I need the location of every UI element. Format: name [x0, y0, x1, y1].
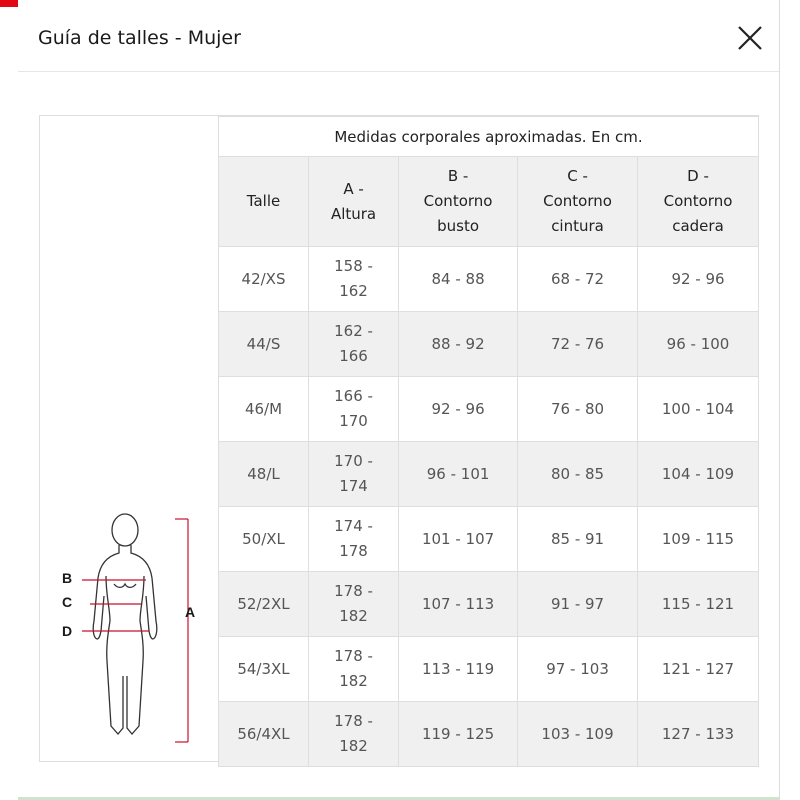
height-cell: 162 - 166	[309, 312, 399, 377]
waist-cell: 68 - 72	[518, 247, 638, 312]
waist-cell: 80 - 85	[518, 442, 638, 507]
height-cell: 174 - 178	[309, 507, 399, 572]
size-cell: 54/3XL	[219, 637, 309, 702]
bust-cell: 92 - 96	[399, 377, 518, 442]
woman-silhouette-icon	[93, 514, 157, 734]
hip-cell: 115 - 121	[638, 572, 759, 637]
height-cell: 178 - 182	[309, 572, 399, 637]
table-row	[219, 507, 759, 572]
bust-cell: 84 - 88	[399, 247, 518, 312]
body-measurement-illustration	[40, 116, 218, 761]
label-c: C	[62, 594, 73, 610]
bust-cell: 113 - 119	[399, 637, 518, 702]
size-cell: 42/XS	[219, 247, 309, 312]
header-talle: Talle	[219, 157, 309, 247]
hip-cell: 121 - 127	[638, 637, 759, 702]
waist-cell: 76 - 80	[518, 377, 638, 442]
modal-right-edge	[779, 0, 780, 800]
bust-cell: 88 - 92	[399, 312, 518, 377]
label-d: D	[62, 623, 73, 639]
height-cell: 158 - 162	[309, 247, 399, 312]
hip-cell: 96 - 100	[638, 312, 759, 377]
height-cell: 170 - 174	[309, 442, 399, 507]
size-table-container	[39, 115, 759, 762]
height-cell: 178 - 182	[309, 702, 399, 767]
hip-cell: 109 - 115	[638, 507, 759, 572]
body-figure-cell	[40, 116, 219, 761]
modal-title: Guía de talles - Mujer	[38, 27, 241, 49]
modal-header	[18, 7, 779, 72]
table-row	[219, 442, 759, 507]
table-header-row	[219, 157, 759, 247]
waist-cell: 97 - 103	[518, 637, 638, 702]
bust-cell: 119 - 125	[399, 702, 518, 767]
measurement-lines	[82, 519, 188, 742]
table-row	[219, 572, 759, 637]
table-row	[219, 637, 759, 702]
bust-cell: 107 - 113	[399, 572, 518, 637]
table-row	[219, 377, 759, 442]
waist-cell: 103 - 109	[518, 702, 638, 767]
size-cell: 46/M	[219, 377, 309, 442]
bust-cell: 101 - 107	[399, 507, 518, 572]
close-icon[interactable]	[736, 24, 764, 52]
hip-cell: 127 - 133	[638, 702, 759, 767]
waist-cell: 85 - 91	[518, 507, 638, 572]
height-cell: 178 - 182	[309, 637, 399, 702]
hip-cell: 100 - 104	[638, 377, 759, 442]
size-table	[218, 116, 759, 767]
hip-cell: 92 - 96	[638, 247, 759, 312]
waist-cell: 91 - 97	[518, 572, 638, 637]
table-row	[219, 247, 759, 312]
size-cell: 52/2XL	[219, 572, 309, 637]
header-cadera: D - Contorno cadera	[638, 157, 759, 247]
waist-cell: 72 - 76	[518, 312, 638, 377]
table-row	[219, 312, 759, 377]
header-cintura: C - Contorno cintura	[518, 157, 638, 247]
table-caption: Medidas corporales aproximadas. En cm.	[219, 117, 759, 157]
size-cell: 44/S	[219, 312, 309, 377]
bust-cell: 96 - 101	[399, 442, 518, 507]
label-a: A	[185, 604, 196, 620]
hip-cell: 104 - 109	[638, 442, 759, 507]
height-cell: 166 - 170	[309, 377, 399, 442]
header-busto: B - Contorno busto	[399, 157, 518, 247]
table-row	[219, 702, 759, 767]
header-altura: A - Altura	[309, 157, 399, 247]
label-b: B	[62, 570, 73, 586]
size-cell: 50/XL	[219, 507, 309, 572]
size-cell: 56/4XL	[219, 702, 309, 767]
size-cell: 48/L	[219, 442, 309, 507]
